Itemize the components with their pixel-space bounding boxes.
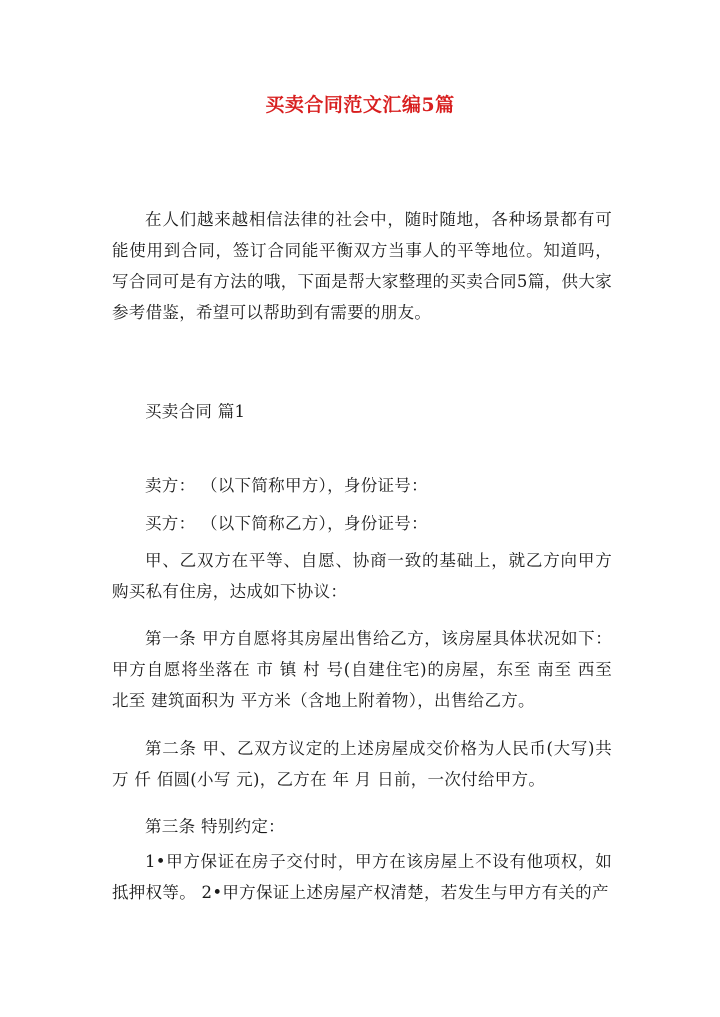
clause-1-2-paragraph: 1•甲方保证在房子交付时，甲方在该房屋上不设有他项权，如抵押权等。 2•甲方保证上述房屋产权清楚，若发生与甲方有关的产 — [112, 852, 612, 902]
agreement-paragraph: 甲、乙双方在平等、自愿、协商一致的基础上，就乙方向甲方购买私有住房，达成如下协议： — [112, 551, 612, 601]
document-title: 买卖合同范文汇编5篇 — [265, 94, 455, 116]
article-3-heading: 第三条 特别约定： — [145, 817, 285, 836]
article-2-paragraph: 第二条 甲、乙双方议定的上述房屋成交价格为人民币(大写)共 万 仟 佰圆(小写 元)，乙方在 年 月 日前，一次付给甲方。 — [112, 739, 612, 789]
buyer-line: 买方： （以下简称乙方），身份证号： — [145, 514, 428, 533]
article-1-paragraph: 第一条 甲方自愿将其房屋出售给乙方，该房屋具体状况如下：甲方自愿将坐落在 市 镇 村 号(自建住宅)的房屋，东至 南至 西至 北至 建筑面积为 平方米（含地上附着物），出售给乙方。 — [112, 629, 612, 710]
section-heading: 买卖合同 篇1 — [145, 402, 246, 421]
seller-line: 卖方： （以下简称甲方），身份证号： — [145, 476, 428, 495]
intro-paragraph: 在人们越来越相信法律的社会中，随时随地，各种场景都有可能使用到合同，签订合同能平衡双方当事人的平等地位。知道吗，写合同可是有方法的哦，下面是帮大家整理的买卖合同5篇，供大家参考借鉴，希望可以帮助到有需要的朋友。 — [112, 210, 612, 322]
